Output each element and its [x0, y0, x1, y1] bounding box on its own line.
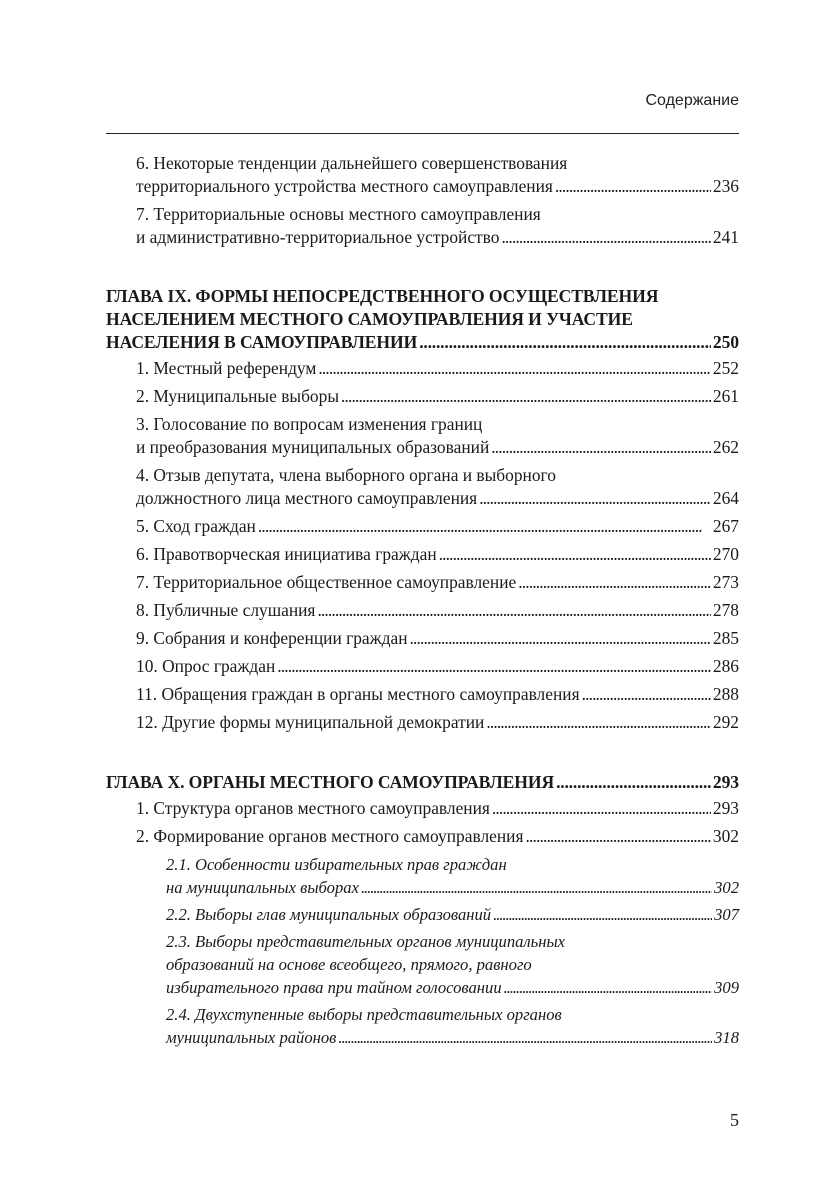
- toc-entry-last-line: [136, 627, 739, 650]
- toc-entry-text: 9. Собрания и конференции граждан: [136, 628, 408, 648]
- toc-entry-last-line: [136, 515, 739, 538]
- toc-entry: [106, 683, 739, 706]
- toc-entry-last-line: [136, 543, 739, 566]
- toc-subentry: [106, 853, 739, 899]
- toc-entry: [106, 599, 739, 622]
- chapter-heading-text: НАСЕЛЕНИЯ В САМОУПРАВЛЕНИИ: [106, 332, 418, 352]
- toc-subentry: [106, 930, 739, 999]
- page-ref: 302: [712, 826, 739, 846]
- chapter-heading-line: НАСЕЛЕНИЕМ МЕСТНОГО САМОУПРАВЛЕНИЯ И УЧАСТИЕ: [106, 309, 633, 329]
- page-ref: 262: [712, 437, 739, 457]
- toc-entry: [106, 627, 739, 650]
- toc-entry: [106, 543, 739, 566]
- chapter-heading: [106, 771, 739, 794]
- toc-entry-last-line: [136, 711, 739, 734]
- toc-entry-text: 1. Местный референдум: [136, 358, 317, 378]
- page-ref: 261: [712, 386, 739, 406]
- leader-dots: [341, 385, 711, 408]
- toc-entry-last-line: [136, 571, 739, 594]
- toc-entry-text: 11. Обращения граждан в органы местного самоуправления: [136, 684, 580, 704]
- toc-entry-text: 8. Публичные слушания: [136, 600, 316, 620]
- toc-entry-last-line: [136, 385, 739, 408]
- toc-entry: [106, 203, 739, 249]
- toc-subentry-line: образований на основе всеобщего, прямого, равного: [166, 955, 532, 974]
- toc-entry: [106, 825, 739, 848]
- toc-entry-text: 5. Сход граждан: [136, 516, 256, 536]
- page-ref: 252: [712, 358, 739, 378]
- toc-subentry-last-line: [166, 1026, 739, 1049]
- toc-entry-text: территориального устройства местного самоуправления: [136, 176, 553, 196]
- toc-subentry-line: 2.3. Выборы представительных органов муниципальных: [166, 932, 566, 951]
- page-ref: 302: [714, 878, 739, 897]
- leader-dots: [582, 683, 711, 706]
- toc-entry-last-line: [136, 436, 739, 459]
- toc-entry-last-line: [136, 487, 739, 510]
- toc-entry: [106, 571, 739, 594]
- toc-entry: [106, 413, 739, 459]
- header-rule: [106, 133, 739, 134]
- leader-dots: [419, 331, 711, 354]
- leader-dots: [491, 436, 711, 459]
- leader-dots: [501, 226, 710, 249]
- page-ref: 288: [712, 684, 739, 704]
- toc-entry-last-line: [136, 226, 739, 249]
- leader-dots: [493, 903, 712, 926]
- toc-entry-text: 1. Структура органов местного самоуправления: [136, 798, 490, 818]
- leader-dots: [338, 1026, 712, 1049]
- page-ref: 309: [714, 978, 739, 997]
- toc-subentry: [106, 903, 739, 926]
- page-ref: 292: [712, 712, 739, 732]
- toc-entry: [106, 152, 739, 198]
- toc-entry-last-line: [136, 599, 739, 622]
- toc-entry-last-line: [136, 683, 739, 706]
- leader-dots: [277, 655, 711, 678]
- toc-subentry-line: 2.4. Двухступенные выборы представительных органов: [166, 1005, 562, 1024]
- toc-subentry-last-line: [166, 903, 739, 926]
- page-number: 5: [730, 1110, 739, 1130]
- toc-entry: [106, 655, 739, 678]
- toc-entry: [106, 357, 739, 380]
- chapter-heading-last-line: [106, 771, 739, 794]
- toc-subentry-last-line: [166, 876, 739, 899]
- toc-entry-text: 2. Муниципальные выборы: [136, 386, 340, 406]
- page-ref: 307: [714, 905, 739, 924]
- toc-entry-last-line: [136, 655, 739, 678]
- toc-entry-text: 12. Другие формы муниципальной демократии: [136, 712, 485, 732]
- toc-entry-text: должностного лица местного самоуправления: [136, 488, 478, 508]
- toc-subentry-last-line: [166, 976, 739, 999]
- leader-dots: [525, 825, 710, 848]
- page-ref: 236: [712, 176, 739, 196]
- page-ref: 264: [712, 488, 739, 508]
- toc-entry-last-line: [136, 175, 739, 198]
- leader-dots: [410, 627, 711, 650]
- leader-dots: [518, 571, 711, 594]
- leader-dots: [555, 175, 711, 198]
- toc-chapter-9: [106, 285, 739, 739]
- toc-entry-text: и преобразования муниципальных образований: [136, 437, 490, 457]
- page-ref: 293: [712, 798, 739, 818]
- page-ref: 267: [712, 516, 739, 536]
- leader-dots: [486, 711, 711, 734]
- page-ref: 286: [712, 656, 739, 676]
- toc-entry-text: 10. Опрос граждан: [136, 656, 276, 676]
- toc-entry-text: и административно-территориальное устройство: [136, 227, 500, 247]
- page-ref: 278: [712, 600, 739, 620]
- leader-dots: [317, 599, 710, 622]
- leader-dots: [556, 771, 711, 794]
- toc-entry-text: 6. Правотворческая инициатива граждан: [136, 544, 437, 564]
- page-ref: 318: [714, 1028, 739, 1047]
- chapter-heading-last-line: [106, 331, 739, 354]
- leader-dots: [258, 515, 711, 538]
- page-ref: 273: [712, 572, 739, 592]
- chapter-heading: [106, 285, 739, 354]
- page-ref: 293: [712, 772, 739, 792]
- toc-continuation: [106, 152, 739, 254]
- page-ref: 250: [712, 332, 739, 352]
- page-ref: 285: [712, 628, 739, 648]
- leader-dots: [492, 797, 711, 820]
- toc-entry: [106, 711, 739, 734]
- toc-entry-line: 7. Территориальные основы местного самоуправления: [136, 204, 541, 224]
- running-head: Содержание: [645, 92, 739, 109]
- toc-entry-last-line: [136, 825, 739, 848]
- toc-entry: [106, 464, 739, 510]
- toc-subentry-text: на муниципальных выборах: [166, 878, 359, 897]
- chapter-heading-line: ГЛАВА IX. ФОРМЫ НЕПОСРЕДСТВЕННОГО ОСУЩЕСТВЛЕНИЯ: [106, 286, 659, 306]
- toc-entry: [106, 797, 739, 820]
- toc-entry-line: 4. Отзыв депутата, члена выборного органа и выборного: [136, 465, 556, 485]
- leader-dots: [361, 876, 712, 899]
- page-ref: 241: [712, 227, 739, 247]
- toc-subentry-text: избирательного права при тайном голосовании: [166, 978, 502, 997]
- toc-entry: [106, 385, 739, 408]
- leader-dots: [318, 357, 711, 380]
- chapter-heading-text: ГЛАВА X. ОРГАНЫ МЕСТНОГО САМОУПРАВЛЕНИЯ: [106, 772, 555, 792]
- toc-subentry-text: муниципальных районов: [166, 1028, 337, 1047]
- toc-chapter-10: [106, 771, 739, 1053]
- toc-entry-last-line: [136, 797, 739, 820]
- toc-entry-last-line: [136, 357, 739, 380]
- toc-entry-text: 2. Формирование органов местного самоуправления: [136, 826, 524, 846]
- toc-subentry: [106, 1003, 739, 1049]
- toc-subentry-text: 2.2. Выборы глав муниципальных образований: [166, 905, 492, 924]
- toc-entry: [106, 515, 739, 538]
- leader-dots: [504, 976, 712, 999]
- page-ref: 270: [712, 544, 739, 564]
- toc-entry-line: 6. Некоторые тенденции дальнейшего совершенствования: [136, 153, 568, 173]
- toc-subentry-line: 2.1. Особенности избирательных прав граждан: [166, 855, 507, 874]
- leader-dots: [479, 487, 711, 510]
- leader-dots: [439, 543, 711, 566]
- toc-entry-text: 7. Территориальное общественное самоуправление: [136, 572, 517, 592]
- toc-entry-line: 3. Голосование по вопросам изменения границ: [136, 414, 483, 434]
